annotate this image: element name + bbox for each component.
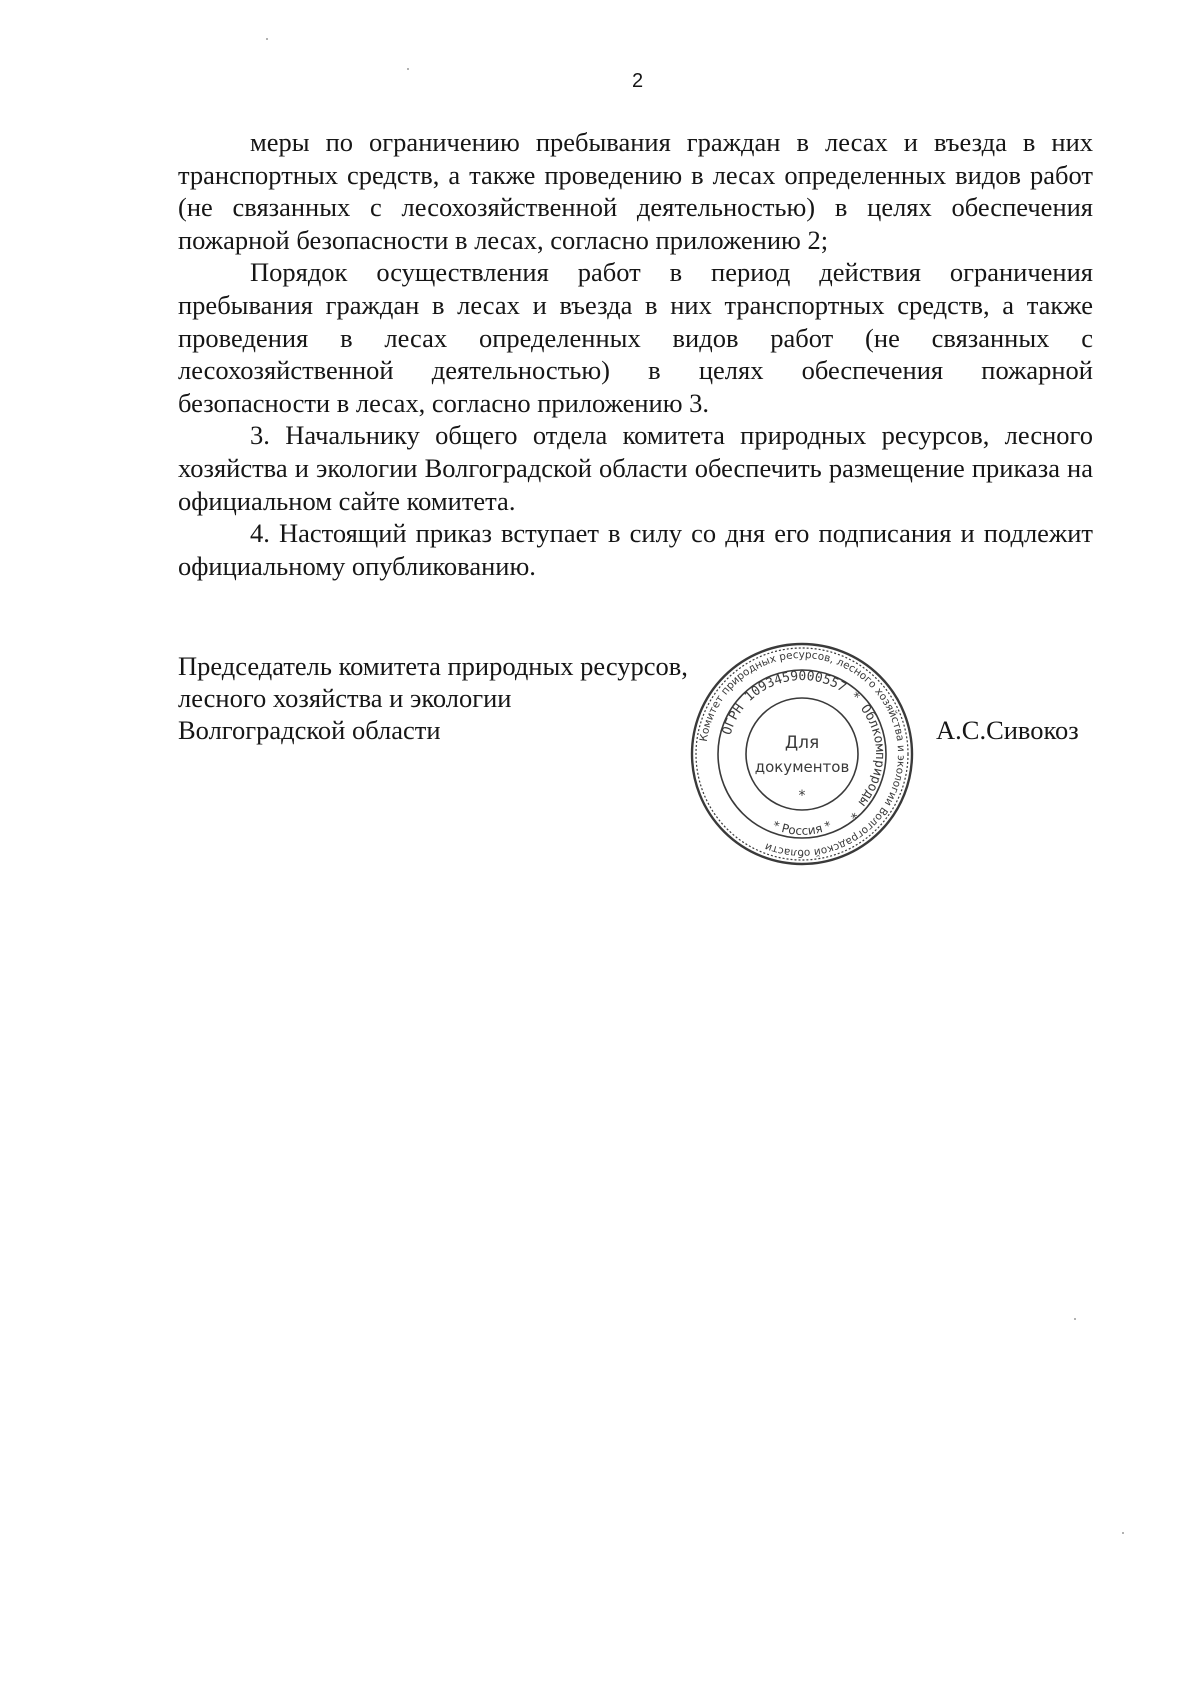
seal-star-icon: * bbox=[798, 788, 806, 804]
official-seal bbox=[688, 640, 916, 868]
scan-speck bbox=[1122, 1532, 1124, 1534]
paragraph-work-procedure: Порядок осуществления работ в период действия ограничения пребывания граждан в лесах и въезда в них транспортных средств, а также проведения в лесах определенных видов работ (не связанных с лесохозяйственной деятельностью) в целях обеспечения пожарной безопасности в лесах, согласно приложению 3. bbox=[178, 257, 1093, 418]
seal-country-text: * Россия * bbox=[770, 818, 834, 838]
page-number: 2 bbox=[631, 70, 644, 92]
scan-speck bbox=[407, 68, 409, 70]
signatory-position-line-1: Председатель комитета природных ресурсов, bbox=[178, 651, 688, 681]
signatory-name: А.С.Сивокоз bbox=[936, 715, 1079, 745]
official-seal-graphic bbox=[688, 640, 916, 868]
signatory-position-line-3: Волгоградской области bbox=[178, 715, 441, 745]
seal-center-line-2: документов bbox=[754, 758, 850, 776]
scan-speck bbox=[1074, 1318, 1076, 1320]
paragraph-item-3: 3. Начальнику общего отдела комитета природных ресурсов, лесного хозяйства и экологии Волгоградской области обеспечить размещение приказа на официальном сайте комитета. bbox=[178, 420, 1093, 516]
scan-speck bbox=[266, 38, 268, 40]
seal-inner-text: ОГРН 1093459000557 * Облкомприроды * bbox=[719, 668, 888, 822]
document-body bbox=[178, 126, 1093, 582]
seal-outer-text: Комитет природных ресурсов, лесного хозяйства и экологии Волгоградской области bbox=[697, 648, 908, 860]
signatory-position bbox=[178, 650, 688, 746]
paragraph-fire-restrictions: меры по ограничению пребывания граждан в лесах и въезда в них транспортных средств, а также проведению в лесах определенных видов работ (не связанных с лесохозяйственной деятельностью) в целях обеспечения пожарной безопасности в лесах, согласно приложению 2; bbox=[178, 127, 1093, 255]
paragraph-item-4: 4. Настоящий приказ вступает в силу со дня его подписания и подлежит официальному опубликованию. bbox=[178, 518, 1093, 581]
signatory-position-line-2: лесного хозяйства и экологии bbox=[178, 683, 512, 713]
seal-center-line-1: Для bbox=[784, 733, 820, 753]
